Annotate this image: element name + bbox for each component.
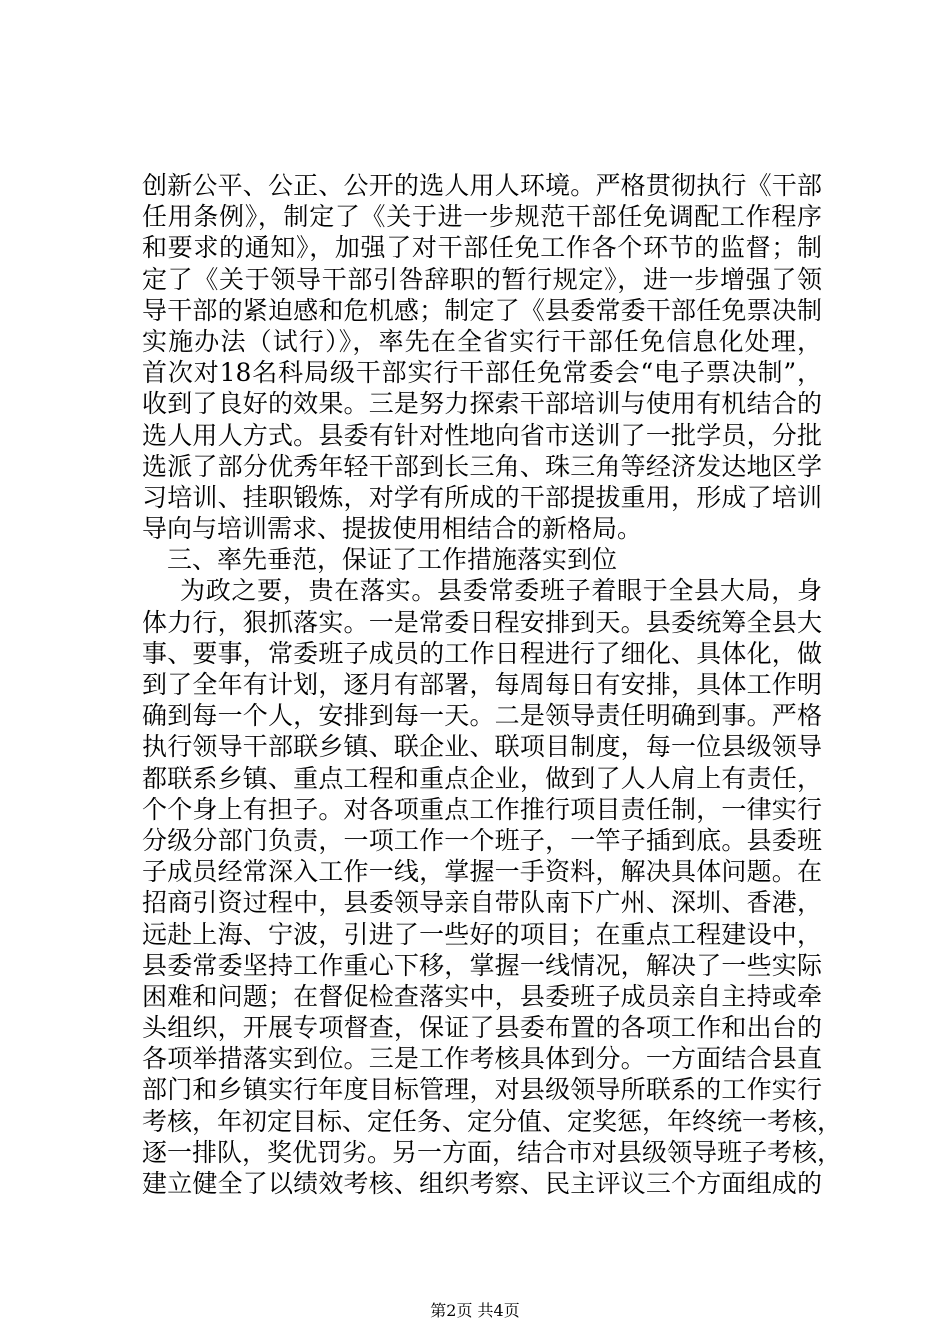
section-heading: 三、率先垂范，保证了工作措施落实到位 bbox=[167, 545, 618, 575]
text-line: 创新公平、公正、公开的选人用人环境。严格贯彻执行《干部 bbox=[142, 171, 822, 200]
text-line: 县委常委坚持工作重心下移，掌握一线情况，解决了一些实际 bbox=[142, 950, 822, 980]
text-line: 确到每一个人，安排到每一天。二是领导责任明确到事。严格 bbox=[142, 701, 822, 731]
text-line: 子成员经常深入工作一线，掌握一手资料，解决具体问题。在 bbox=[142, 857, 822, 887]
text-line: 导向与培训需求、提拔使用相结合的新格局。 bbox=[142, 514, 643, 544]
text-line: 任用条例》，制定了《关于进一步规范干部任免调配工作程序 bbox=[142, 202, 822, 232]
text-line: 招商引资过程中，县委领导亲自带队南下广州、深圳、香港， bbox=[142, 888, 822, 918]
page-number: 第2页 共4页 bbox=[430, 1301, 520, 1320]
text-line: 收到了良好的效果。三是努力探索干部培训与使用有机结合的 bbox=[142, 389, 822, 419]
text-line: 头组织，开展专项督查，保证了县委布置的各项工作和出台的 bbox=[142, 1013, 822, 1043]
text-line: 习培训、挂职锻炼，对学有所成的干部提拔重用，形成了培训 bbox=[142, 482, 822, 512]
text-line: 个个身上有担子。对各项重点工作推行项目责任制，一律实行 bbox=[142, 794, 822, 824]
text-line: 选派了部分优秀年轻干部到长三角、珠三角等经济发达地区学 bbox=[142, 451, 822, 481]
text-line: 体力行，狠抓落实。一是常委日程安排到天。县委统筹全县大 bbox=[142, 607, 822, 637]
text-line: 远赴上海、宁波，引进了一些好的项目；在重点工程建设中， bbox=[142, 919, 822, 949]
text-line: 定了《关于领导干部引咎辞职的暂行规定》，进一步增强了领 bbox=[142, 264, 822, 294]
text-line: 都联系乡镇、重点工程和重点企业，做到了人人肩上有责任， bbox=[142, 763, 822, 793]
text-line: 实施办法（试行）》，率先在全省实行干部任免信息化处理， bbox=[142, 326, 822, 356]
text-line: 和要求的通知》，加强了对干部任免工作各个环节的监督；制 bbox=[142, 233, 822, 263]
text-line: 逐一排队，奖优罚劣。另一方面，结合市对县级领导班子考核， bbox=[142, 1137, 843, 1167]
text-line: 为政之要，贵在落实。县委常委班子着眼于全县大局，身 bbox=[180, 576, 822, 606]
text-line: 选人用人方式。县委有针对性地向省市送训了一批学员，分批 bbox=[142, 420, 822, 450]
text-line: 导干部的紧迫感和危机感；制定了《县委常委干部任免票决制 bbox=[142, 295, 822, 325]
body-text bbox=[142, 170, 843, 1199]
text-line: 执行领导干部联乡镇、联企业、联项目制度，每一位县级领导 bbox=[142, 732, 822, 762]
text-line: 首次对18名科局级干部实行干部任免常委会“电子票决制”， bbox=[142, 358, 822, 388]
text-line: 考核，年初定目标、定任务、定分值、定奖惩，年终统一考核， bbox=[142, 1106, 843, 1136]
text-line: 部门和乡镇实行年度目标管理，对县级领导所联系的工作实行 bbox=[142, 1075, 822, 1105]
page-footer bbox=[0, 1298, 950, 1321]
text-line: 困难和问题；在督促检查落实中，县委班子成员亲自主持或牵 bbox=[142, 981, 822, 1011]
text-line: 分级分部门负责，一项工作一个班子，一竿子插到底。县委班 bbox=[142, 825, 822, 855]
text-line: 事、要事，常委班子成员的工作日程进行了细化、具体化，做 bbox=[142, 638, 822, 668]
text-line: 到了全年有计划，逐月有部署，每周每日有安排，具体工作明 bbox=[142, 670, 822, 699]
text-line: 建立健全了以绩效考核、组织考察、民主评议三个方面组成的 bbox=[142, 1169, 822, 1198]
text-line: 各项举措落实到位。三是工作考核具体到分。一方面结合县直 bbox=[142, 1044, 822, 1074]
